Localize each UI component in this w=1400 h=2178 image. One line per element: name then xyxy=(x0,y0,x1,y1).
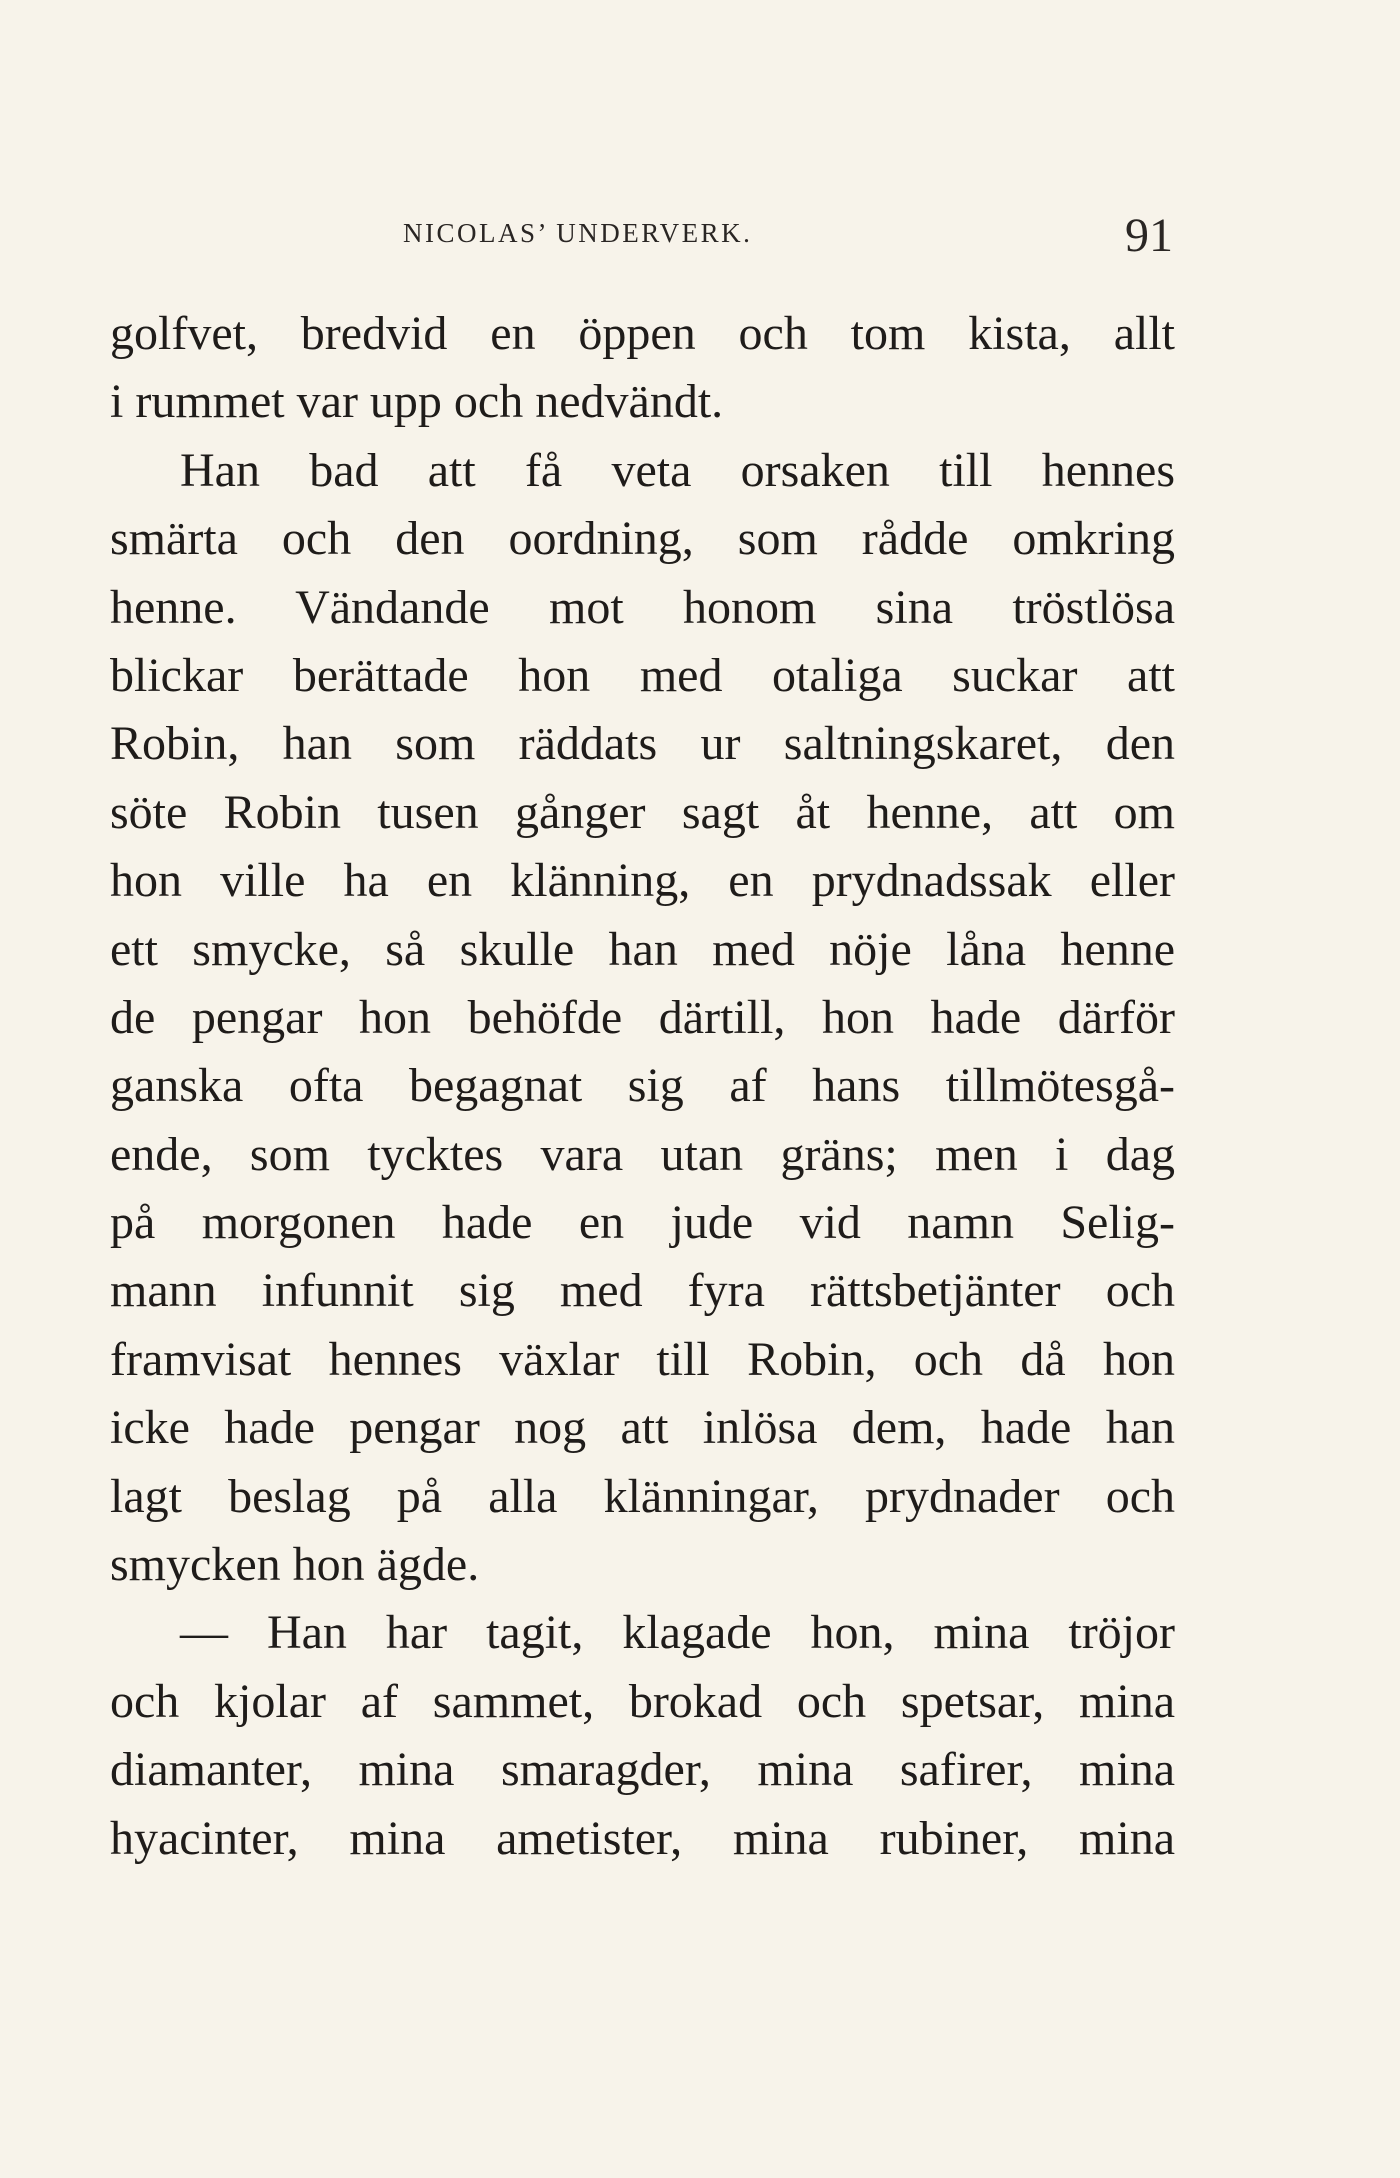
text-line: i rummet var upp och nedvändt. xyxy=(110,375,724,429)
text-line: på morgonen hade en jude vid namn Selig- xyxy=(110,1196,1175,1250)
text-line: golfvet, bredvid en öppen och tom kista, allt xyxy=(110,307,1175,360)
text-line: framvisat hennes växlar till Robin, och då hon xyxy=(110,1332,1175,1386)
page-number: 91 xyxy=(1125,209,1173,262)
text-line: diamanter, mina smaragder, mina safirer, mina xyxy=(110,1743,1175,1797)
text-line: icke hade pengar nog att inlösa dem, hade han xyxy=(110,1401,1175,1455)
text-line: blickar berättade hon med otaliga suckar att xyxy=(110,648,1175,702)
text-line: hyacinter, mina ametister, mina rubiner, mina xyxy=(110,1811,1175,1865)
text-line: de pengar hon behöfde därtill, hon hade därför xyxy=(110,990,1175,1044)
text-line: henne. Vändande mot honom sina tröstlösa xyxy=(110,580,1175,634)
text-line: och kjolar af sammet, brokad och spetsar, mina xyxy=(110,1674,1175,1728)
text-line: Robin, han som räddats ur saltningskaret, den xyxy=(110,717,1175,771)
text-line: ett smycke, så skulle han med nöje låna henne xyxy=(110,922,1175,976)
text-line: hon ville ha en klänning, en prydnadssak eller xyxy=(110,854,1175,908)
text-line: ende, som tycktes vara utan gräns; men i dag xyxy=(110,1127,1175,1181)
text-line: smycken hon ägde. xyxy=(110,1538,480,1592)
text-line: lagt beslag på alla klänningar, prydnader och xyxy=(110,1469,1175,1523)
running-title: NICOLAS’ UNDERVERK. xyxy=(403,218,753,248)
body-text xyxy=(110,300,1175,1873)
text-line: Han bad att få veta orsaken till hennes xyxy=(180,443,1175,497)
text-line: — Han har tagit, klagade hon, mina tröjor xyxy=(180,1606,1175,1660)
text-line: söte Robin tusen gånger sagt åt henne, att om xyxy=(110,785,1175,839)
text-line: ganska ofta begagnat sig af hans tillmötesgå- xyxy=(110,1059,1175,1113)
text-line: mann infunnit sig med fyra rättsbetjänter och xyxy=(110,1264,1175,1318)
text-line: smärta och den oordning, som rådde omkring xyxy=(110,512,1175,566)
